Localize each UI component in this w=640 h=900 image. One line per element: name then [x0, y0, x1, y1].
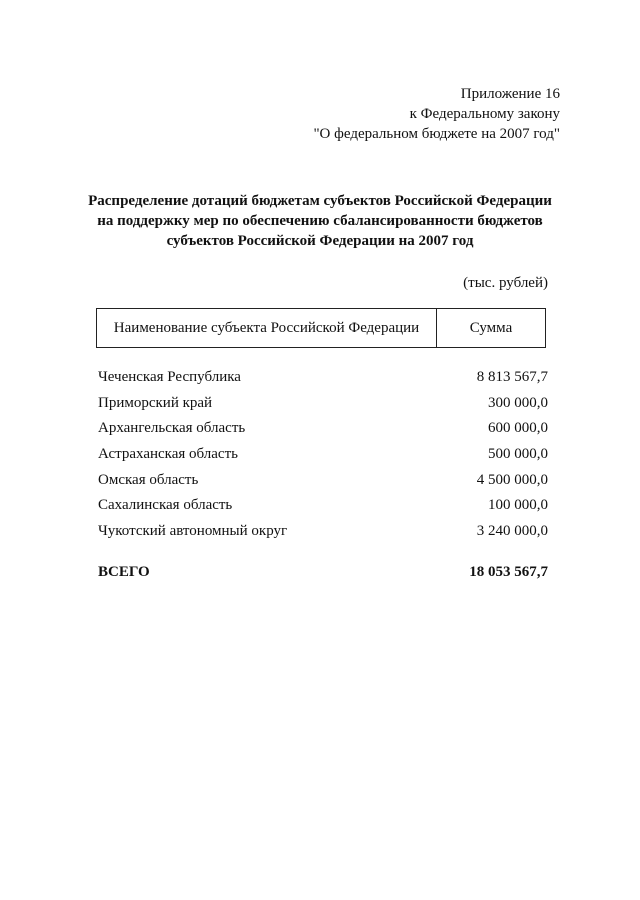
table-row	[98, 468, 548, 494]
appendix-number: Приложение 16	[460, 86, 560, 102]
table-row	[98, 416, 548, 442]
region-sum: 3 240 000,0	[476, 523, 548, 540]
region-sum: 500 000,0	[488, 446, 548, 463]
total-sum: 18 053 567,7	[469, 564, 548, 580]
region-sum: 300 000,0	[488, 394, 548, 411]
title-line-1: Распределение дотаций бюджетам субъектов Российской Федерации	[88, 193, 552, 209]
column-header-sum: Сумма	[469, 319, 513, 336]
document-title	[60, 191, 580, 251]
table-row	[98, 493, 548, 519]
title-line-3: субъектов Российской Федерации на 2007 год	[166, 233, 474, 249]
table-header	[96, 308, 546, 348]
total-row	[98, 564, 548, 586]
region-name: Омская область	[98, 471, 199, 488]
region-name: Астраханская область	[98, 446, 238, 463]
region-name: Приморский край	[98, 394, 213, 411]
region-sum: 8 813 567,7	[476, 369, 548, 385]
region-name: Сахалинская область	[98, 497, 233, 514]
total-label: ВСЕГО	[98, 564, 150, 580]
region-name: Чукотский автономный округ	[98, 523, 288, 540]
table-row	[98, 519, 548, 545]
table-row	[98, 442, 548, 468]
table-body	[98, 365, 548, 545]
region-name: Чеченская Республика	[98, 369, 241, 385]
appendix-reference	[310, 84, 560, 144]
table-row	[98, 391, 548, 417]
region-sum: 600 000,0	[488, 420, 548, 437]
title-line-2: на поддержку мер по обеспечению сбалансированности бюджетов	[97, 213, 543, 229]
appendix-law-title: "О федеральном бюджете на 2007 год"	[313, 126, 560, 142]
appendix-law-ref: к Федеральному закону	[409, 106, 560, 122]
region-sum: 100 000,0	[488, 497, 548, 514]
region-sum: 4 500 000,0	[476, 471, 548, 488]
units-note: (тыс. рублей)	[463, 275, 548, 291]
region-name: Архангельская область	[98, 420, 246, 437]
column-header-name: Наименование субъекта Российской Федерации	[97, 309, 437, 347]
table-row	[98, 365, 548, 391]
